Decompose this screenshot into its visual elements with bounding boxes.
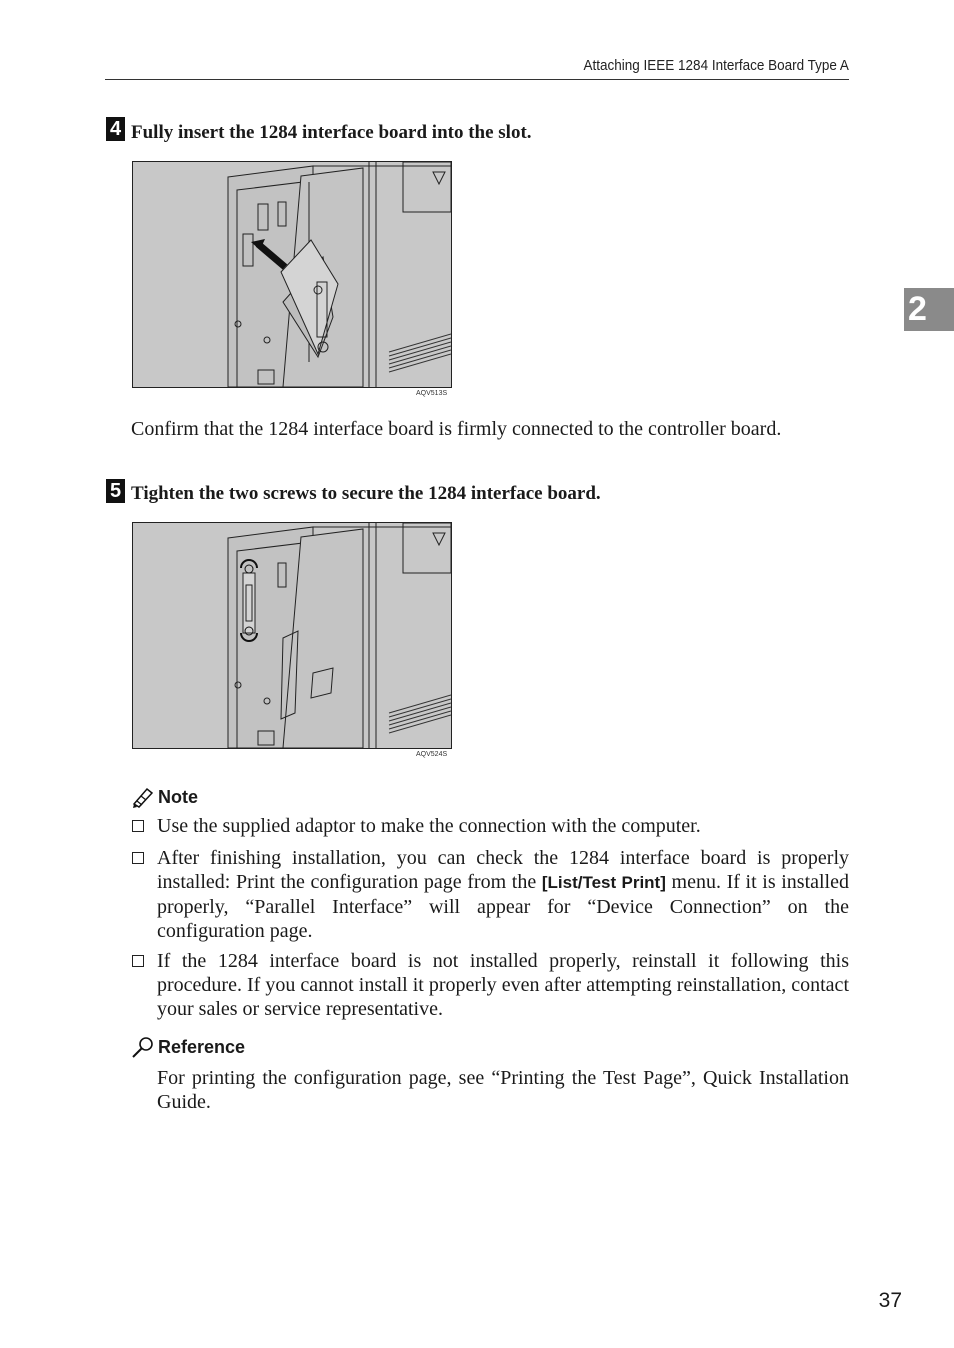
step-5-instruction: Tighten the two screws to secure the 1284 interface board. bbox=[131, 483, 601, 504]
step-4-instruction: Fully insert the 1284 interface board into the slot. bbox=[131, 122, 532, 143]
menu-key-label: [List/Test Print] bbox=[541, 873, 666, 892]
step-4-caption: Confirm that the 1284 interface board is firmly connected to the controller board. bbox=[131, 418, 782, 440]
page-number: 37 bbox=[878, 1289, 902, 1312]
step-number-5: 5 bbox=[106, 479, 125, 503]
checkbox-bullet-icon bbox=[132, 820, 144, 832]
running-header: Attaching IEEE 1284 Interface Board Type A bbox=[583, 57, 849, 74]
magnifier-icon bbox=[131, 1036, 155, 1058]
figure-code: AQV513S bbox=[416, 390, 448, 397]
reference-heading bbox=[131, 1036, 245, 1058]
figure-code: AQV524S bbox=[416, 751, 448, 758]
pencil-icon bbox=[131, 786, 155, 808]
note-item-text bbox=[157, 846, 849, 943]
chapter-tab: 2 bbox=[904, 288, 954, 331]
note-item bbox=[131, 949, 849, 1021]
figure-insert-board bbox=[132, 161, 452, 388]
note-title: Note bbox=[158, 786, 198, 807]
step-number-4: 4 bbox=[106, 117, 125, 141]
note-heading bbox=[131, 786, 198, 808]
note-item-text: If the 1284 interface board is not installed properly, reinstall it following this procedure. If you cannot install it properly even after attempting reinstallation, contact your sales or service representative. bbox=[157, 950, 849, 1020]
checkbox-bullet-icon bbox=[132, 852, 144, 864]
reference-title: Reference bbox=[158, 1036, 246, 1057]
note-item-text: Use the supplied adaptor to make the connection with the computer. bbox=[157, 815, 701, 837]
checkbox-bullet-icon bbox=[132, 955, 144, 967]
reference-text: For printing the configuration page, see “Printing the Test Page”, Quick Installation Guide. bbox=[157, 1067, 849, 1113]
figure-tighten-screws bbox=[132, 522, 452, 749]
note-item bbox=[131, 846, 849, 943]
note-item-text-part: menu. If it is installed properly, “Parallel Interface” will appear for “Device Connection” on the configuration page. bbox=[157, 871, 849, 942]
header-rule bbox=[105, 79, 849, 80]
printer-rear-illustration bbox=[133, 523, 451, 748]
note-item-text-part: After finishing installation, you can check the 1284 interface board is properly installed: Print the configuration page from the bbox=[157, 847, 849, 893]
note-item bbox=[131, 814, 849, 838]
printer-rear-illustration bbox=[133, 162, 451, 387]
